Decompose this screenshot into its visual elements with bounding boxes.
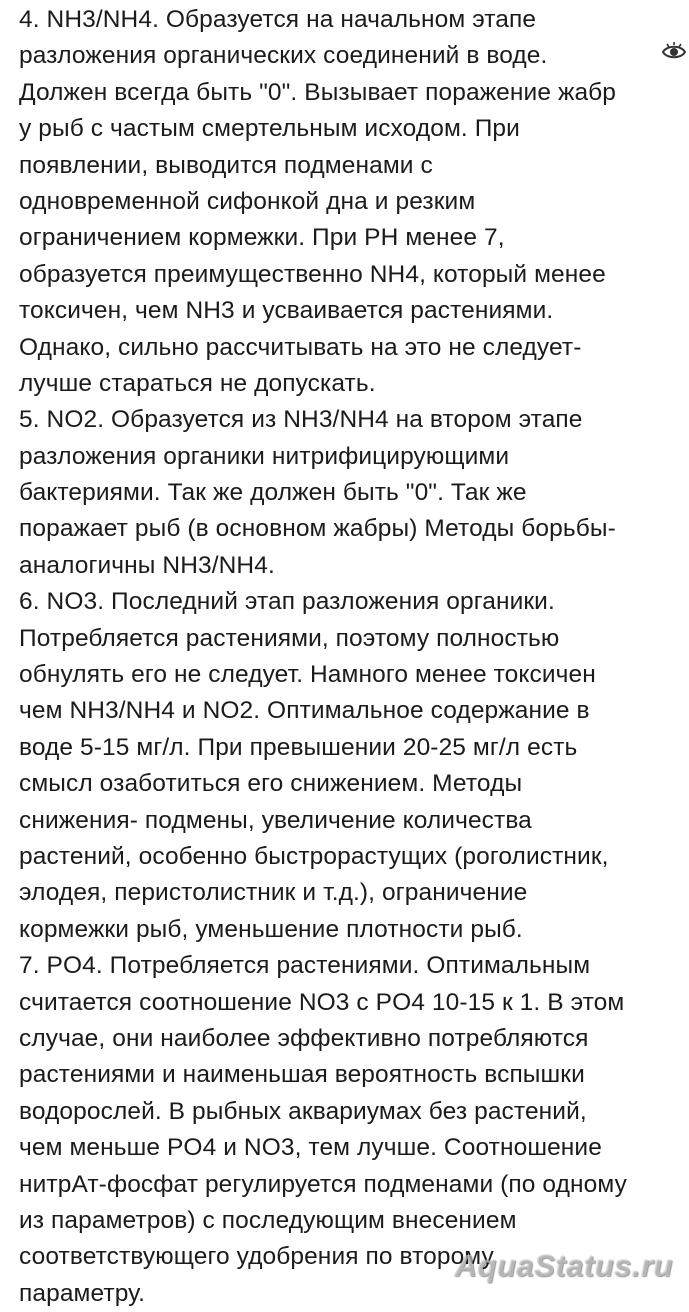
- text-line: элодея, перистолистник и т.д.), ограничение: [19, 879, 528, 907]
- text-line: 5. NO2. Образуется из NH3/NH4 на втором этапе: [19, 406, 583, 434]
- text-line: смысл озаботиться его снижением. Методы: [19, 770, 523, 798]
- text-line: ограничением кормежки. При PH менее 7,: [19, 224, 505, 252]
- article-text: [19, 2, 681, 1312]
- text-line: Должен всегда быть "0". Вызывает поражение жабр: [19, 78, 617, 106]
- watermark: AquaStatus.ru: [454, 1248, 673, 1283]
- text-line: одновременной сифонкой дна и резким: [19, 187, 476, 215]
- eye-icon[interactable]: [661, 40, 687, 62]
- text-line: образуется преимущественно NH4, который менее: [19, 260, 606, 288]
- text-line: чем NH3/NH4 и NO2. Оптимальное содержание в: [19, 697, 590, 725]
- text-line: соответствующего удобрения по второму: [19, 1243, 494, 1271]
- text-line: обнулять его не следует. Намного менее токсичен: [19, 661, 596, 689]
- text-line: водорослей. В рыбных аквариумах без растений,: [19, 1097, 587, 1125]
- text-line: снижения- подмены, увеличение количества: [19, 806, 532, 834]
- text-line: растениями и наименьшая вероятность вспышки: [19, 1061, 585, 1089]
- text-line: бактериями. Так же должен быть "0". Так же: [19, 479, 527, 507]
- text-line: поражает рыб (в основном жабры) Методы борьбы-: [19, 515, 616, 543]
- text-line: 6. NO3. Последний этап разложения органики.: [19, 588, 555, 616]
- text-line: из параметров) с последующим внесением: [19, 1206, 517, 1234]
- text-line: токсичен, чем NH3 и усваивается растениями.: [19, 297, 554, 325]
- text-line: считается соотношение NO3 с PO4 10-15 к 1. В этом: [19, 988, 625, 1016]
- text-line: появлении, выводится подменами с: [19, 151, 433, 179]
- text-line: разложения органических соединений в воде.: [19, 42, 548, 70]
- text-line: Потребляется растениями, поэтому полностью: [19, 624, 560, 652]
- text-line: воде 5-15 мг/л. При превышении 20-25 мг/л есть: [19, 733, 578, 761]
- text-line: растений, особенно быстрорастущих (роголистник,: [19, 842, 609, 870]
- text-line: параметру.: [19, 1279, 145, 1307]
- text-line: 7. PO4. Потребляется растениями. Оптимальным: [19, 952, 591, 980]
- text-line: лучше стараться не допускать.: [19, 369, 376, 397]
- text-line: нитрАт-фосфат регулируется подменами (по одному: [19, 1170, 627, 1198]
- text-line: кормежки рыб, уменьшение плотности рыб.: [19, 915, 523, 943]
- text-line: у рыб с частым смертельным исходом. При: [19, 115, 520, 143]
- text-line: чем меньше PO4 и NO3, тем лучше. Соотношение: [19, 1134, 602, 1162]
- text-line: разложения органики нитрифицирующими: [19, 442, 510, 470]
- text-line: 4. NH3/NH4. Образуется на начальном этапе: [19, 6, 537, 33]
- text-line: случае, они наиболее эффективно потребляются: [19, 1024, 589, 1052]
- text-line: аналогичны NH3/NH4.: [19, 551, 275, 579]
- text-line: Однако, сильно рассчитывать на это не следует-: [19, 333, 582, 361]
